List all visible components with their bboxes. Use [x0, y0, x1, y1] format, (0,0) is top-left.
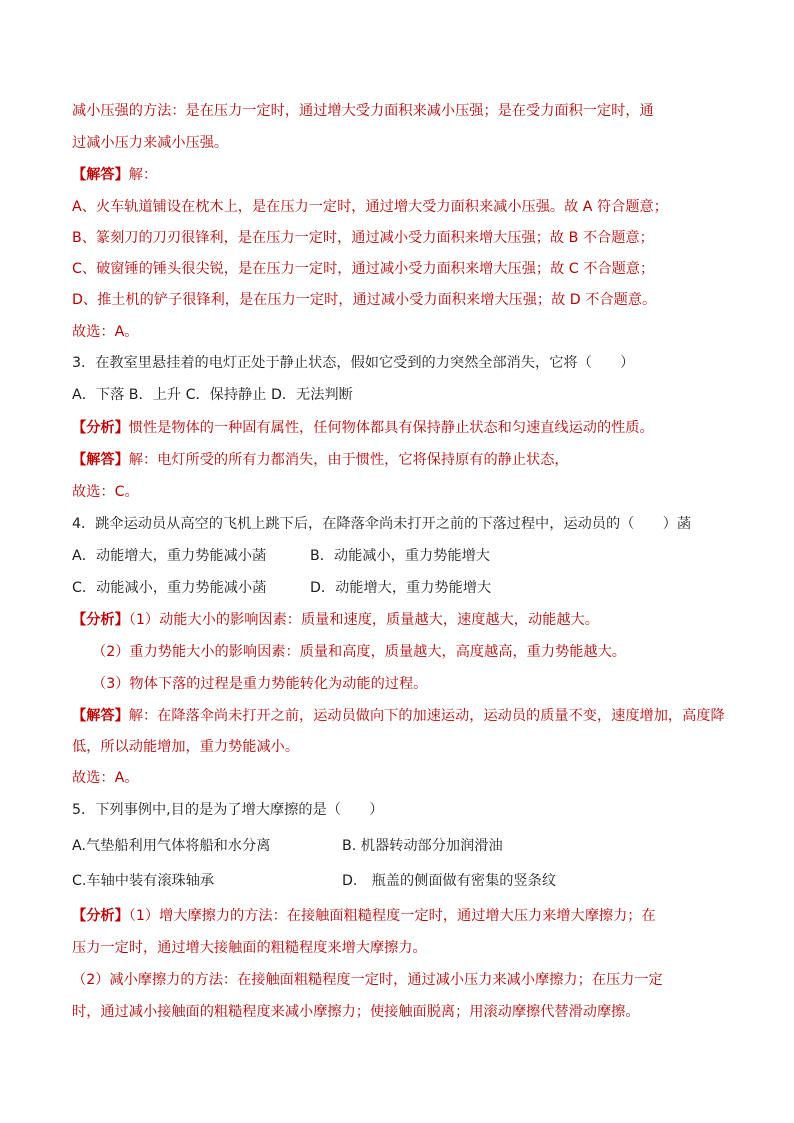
analysis-line: （2）减小摩擦力的方法：在接触面粗糙程度一定时，通过减小压力来减小摩擦力；在压力一定: [72, 972, 663, 988]
option-d: D. 瓶盖的侧面做有密集的竖条纹: [342, 873, 557, 889]
question-3-options: A．下落 B．上升 C．保持静止 D．无法判断: [72, 387, 353, 403]
analysis-tag: 【分析】: [72, 612, 129, 628]
solution-line: 【解答】解：在降落伞尚未打开之前，运动员做向下的加速运动，运动员的质量不变，速度增加，高度降: [72, 708, 725, 724]
analysis-line: 【分析】惯性是物体的一种固有属性，任何物体都具有保持静止状态和匀速直线运动的性质。: [72, 420, 654, 436]
answer-line: 故选：C。: [72, 484, 139, 500]
question-4: 4．跳伞运动员从高空的飞机上跳下后，在降落伞尚未打开之前的下落过程中，运动员的（ ）菡: [72, 516, 692, 532]
option-b: B. 机器转动部分加润滑油: [342, 838, 503, 854]
analysis-line: 【分析】（1）动能大小的影响因素：质量和速度，质量越大，速度越大，动能越大。: [72, 612, 599, 628]
analysis-line: 减小压强的方法：是在压力一定时，通过增大受力面积来减小压强；是在受力面积一定时，通: [72, 103, 654, 119]
analysis-line: 时，通过减小接触面的粗糙程度来减小摩擦力；使接触面脱离；用滚动摩擦代替滑动摩擦。: [72, 1004, 640, 1020]
option-c: C.车轴中装有滚珠轴承: [72, 873, 215, 889]
answer-line: 故选：A。: [72, 770, 139, 786]
answer-line: 故选：A。: [72, 324, 139, 340]
analysis-line: 【分析】（1）增大摩擦力的方法：在接触面粗糙程度一定时，通过增大压力来增大摩擦力；在: [72, 908, 656, 924]
solution-line: C、破窗锤的锤头很尖锐，是在压力一定时，通过减小受力面积来增大压强；故 C 不合题意；: [72, 261, 655, 277]
solution-line: 低，所以动能增加，重力势能减小。: [72, 739, 300, 755]
question-3: 3．在教室里悬挂着的电灯正处于静止状态，假如它受到的力突然全部消失，它将（ ）: [72, 355, 635, 371]
analysis-line: 过减小压力来减小压强。: [72, 135, 229, 151]
option-a: A.气垫船利用气体将船和水分离: [72, 838, 271, 854]
analysis-line: 压力一定时，通过增大接触面的粗糙程度来增大摩擦力。: [72, 940, 427, 956]
solution-tag: 【解答】: [72, 452, 129, 468]
solution-line: 【解答】解：: [72, 167, 158, 183]
option-a: A．动能增大，重力势能减小菡: [72, 548, 267, 564]
option-b: B．动能减小，重力势能增大: [310, 548, 490, 564]
solution-line: 【解答】解：电灯所受的所有力都消失，由于惯性，它将保持原有的静止状态，: [72, 452, 569, 468]
solution-tag: 【解答】: [72, 708, 129, 724]
solution-line: B、篆刻刀的刀刃很锋利，是在压力一定时，通过减小受力面积来增大压强；故 B 不合题意；: [72, 230, 654, 246]
solution-line: D、推土机的铲子很锋利，是在压力一定时，通过减小受力面积来增大压强；故 D 不合题意。: [72, 292, 657, 308]
question-5: 5．下列事例中,目的是为了增大摩擦的是（ ）: [72, 802, 384, 818]
analysis-line: （2）重力势能大小的影响因素：质量和高度，质量越大，高度越高，重力势能越大。: [92, 644, 626, 660]
analysis-line: （3）物体下落的过程是重力势能转化为动能的过程。: [92, 676, 428, 692]
analysis-tag: 【分析】: [72, 420, 129, 436]
analysis-tag: 【分析】: [72, 908, 129, 924]
option-d: D．动能增大，重力势能增大: [310, 580, 492, 596]
solution-tag: 【解答】: [72, 167, 129, 183]
option-c: C．动能减小，重力势能减小菡: [72, 580, 267, 596]
solution-line: A、火车轨道铺设在枕木上，是在压力一定时，通过增大受力面积来减小压强。故 A 符合题意；: [72, 199, 668, 215]
